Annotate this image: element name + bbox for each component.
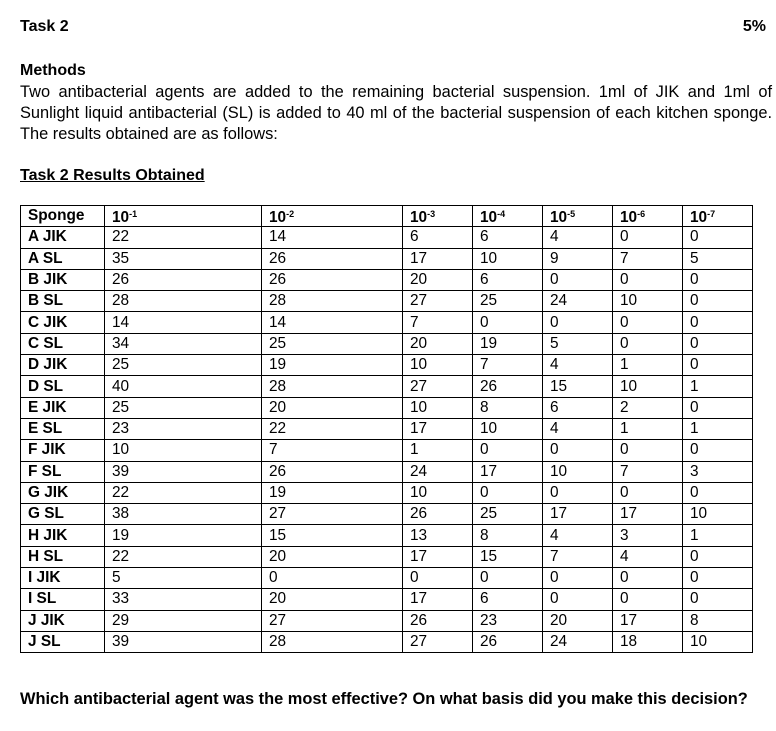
task-marks: 5% bbox=[742, 18, 766, 35]
task-header bbox=[20, 18, 766, 42]
table-cell: 17 bbox=[403, 546, 473, 567]
table-row bbox=[21, 355, 753, 376]
column-header-base: 10 bbox=[480, 209, 498, 227]
table-cell: 27 bbox=[403, 631, 473, 652]
table-cell: 17 bbox=[403, 418, 473, 439]
table-cell: 24 bbox=[543, 631, 613, 652]
table-cell: 0 bbox=[473, 440, 543, 461]
table-cell: 5 bbox=[105, 568, 262, 589]
table-cell: 0 bbox=[683, 482, 753, 503]
table-cell: 17 bbox=[543, 504, 613, 525]
row-label: E SL bbox=[21, 418, 105, 439]
table-row bbox=[21, 504, 753, 525]
table-cell: 14 bbox=[262, 312, 403, 333]
table-cell: 15 bbox=[543, 376, 613, 397]
table-cell: 28 bbox=[105, 291, 262, 312]
table-cell: 26 bbox=[403, 504, 473, 525]
column-header-exponent: -5 bbox=[567, 209, 576, 220]
column-header-dilution bbox=[543, 206, 613, 227]
table-cell: 0 bbox=[683, 440, 753, 461]
table-cell: 25 bbox=[105, 355, 262, 376]
question-text: Which antibacterial agent was the most effective? On what basis did you make this decision? bbox=[20, 690, 748, 708]
table-cell: 0 bbox=[683, 312, 753, 333]
table-row bbox=[21, 269, 753, 290]
table-cell: 23 bbox=[105, 418, 262, 439]
table-cell: 0 bbox=[613, 568, 683, 589]
table-cell: 4 bbox=[543, 355, 613, 376]
row-label: A SL bbox=[21, 248, 105, 269]
methods-heading: Methods bbox=[20, 62, 86, 79]
table-cell: 22 bbox=[105, 482, 262, 503]
table-row bbox=[21, 589, 753, 610]
table-cell: 27 bbox=[403, 291, 473, 312]
table-cell: 24 bbox=[543, 291, 613, 312]
table-cell: 0 bbox=[683, 333, 753, 354]
table-cell: 20 bbox=[403, 333, 473, 354]
table-cell: 6 bbox=[473, 589, 543, 610]
table-cell: 0 bbox=[262, 568, 403, 589]
column-header-dilution bbox=[403, 206, 473, 227]
table-row bbox=[21, 397, 753, 418]
table-row bbox=[21, 376, 753, 397]
table-cell: 0 bbox=[683, 291, 753, 312]
column-header-exponent: -6 bbox=[637, 209, 646, 220]
row-label: F SL bbox=[21, 461, 105, 482]
table-cell: 22 bbox=[262, 418, 403, 439]
table-row bbox=[21, 546, 753, 567]
table-cell: 20 bbox=[262, 397, 403, 418]
column-header-base: 10 bbox=[112, 209, 130, 227]
row-label: G JIK bbox=[21, 482, 105, 503]
column-header-base: 10 bbox=[690, 209, 708, 227]
table-cell: 26 bbox=[262, 248, 403, 269]
column-header-base: Sponge bbox=[28, 207, 85, 225]
row-label: I SL bbox=[21, 589, 105, 610]
table-cell: 1 bbox=[683, 525, 753, 546]
table-cell: 0 bbox=[683, 397, 753, 418]
table-cell: 5 bbox=[683, 248, 753, 269]
table-cell: 17 bbox=[613, 504, 683, 525]
table-cell: 0 bbox=[543, 440, 613, 461]
table-cell: 0 bbox=[613, 269, 683, 290]
table-cell: 2 bbox=[613, 397, 683, 418]
table-cell: 24 bbox=[403, 461, 473, 482]
table-cell: 27 bbox=[262, 504, 403, 525]
row-label: J SL bbox=[21, 631, 105, 652]
table-cell: 5 bbox=[543, 333, 613, 354]
row-label: C SL bbox=[21, 333, 105, 354]
table-cell: 7 bbox=[543, 546, 613, 567]
row-label: J JIK bbox=[21, 610, 105, 631]
table-row bbox=[21, 610, 753, 631]
row-label: B SL bbox=[21, 291, 105, 312]
table-cell: 0 bbox=[613, 482, 683, 503]
table-cell: 10 bbox=[543, 461, 613, 482]
results-heading: Task 2 Results Obtained bbox=[20, 167, 205, 184]
table-cell: 0 bbox=[473, 312, 543, 333]
row-label: B JIK bbox=[21, 269, 105, 290]
column-header-sponge bbox=[21, 206, 105, 227]
row-label: D SL bbox=[21, 376, 105, 397]
table-cell: 25 bbox=[262, 333, 403, 354]
table-cell: 29 bbox=[105, 610, 262, 631]
table-cell: 26 bbox=[105, 269, 262, 290]
table-cell: 1 bbox=[683, 376, 753, 397]
table-cell: 14 bbox=[262, 227, 403, 248]
table-row bbox=[21, 248, 753, 269]
table-cell: 27 bbox=[262, 610, 403, 631]
table-row bbox=[21, 631, 753, 652]
table-cell: 19 bbox=[262, 482, 403, 503]
table-cell: 0 bbox=[683, 355, 753, 376]
table-cell: 25 bbox=[473, 291, 543, 312]
table-row bbox=[21, 482, 753, 503]
table-cell: 20 bbox=[262, 546, 403, 567]
table-cell: 8 bbox=[683, 610, 753, 631]
task-title: Task 2 bbox=[20, 18, 69, 35]
table-cell: 10 bbox=[403, 397, 473, 418]
row-label: H SL bbox=[21, 546, 105, 567]
table-cell: 10 bbox=[105, 440, 262, 461]
results-table bbox=[20, 205, 753, 653]
table-cell: 0 bbox=[403, 568, 473, 589]
table-cell: 34 bbox=[105, 333, 262, 354]
table-cell: 26 bbox=[473, 631, 543, 652]
table-cell: 17 bbox=[473, 461, 543, 482]
table-cell: 0 bbox=[543, 482, 613, 503]
table-cell: 28 bbox=[262, 631, 403, 652]
table-row bbox=[21, 568, 753, 589]
table-header-row bbox=[21, 206, 753, 227]
table-cell: 7 bbox=[473, 355, 543, 376]
column-header-exponent: -4 bbox=[497, 209, 506, 220]
row-label: D JIK bbox=[21, 355, 105, 376]
table-cell: 15 bbox=[262, 525, 403, 546]
table-cell: 8 bbox=[473, 397, 543, 418]
table-cell: 27 bbox=[403, 376, 473, 397]
table-cell: 28 bbox=[262, 376, 403, 397]
table-cell: 28 bbox=[262, 291, 403, 312]
table-cell: 0 bbox=[683, 269, 753, 290]
table-cell: 26 bbox=[262, 269, 403, 290]
table-cell: 20 bbox=[403, 269, 473, 290]
column-header-base: 10 bbox=[550, 209, 568, 227]
table-cell: 0 bbox=[613, 333, 683, 354]
table-cell: 19 bbox=[262, 355, 403, 376]
table-cell: 10 bbox=[613, 376, 683, 397]
table-cell: 4 bbox=[543, 227, 613, 248]
table-row bbox=[21, 525, 753, 546]
table-cell: 6 bbox=[473, 227, 543, 248]
table-row bbox=[21, 312, 753, 333]
table-cell: 3 bbox=[613, 525, 683, 546]
table-cell: 6 bbox=[543, 397, 613, 418]
table-row bbox=[21, 461, 753, 482]
column-header-dilution bbox=[683, 206, 753, 227]
table-cell: 10 bbox=[473, 418, 543, 439]
row-label: G SL bbox=[21, 504, 105, 525]
column-header-exponent: -2 bbox=[286, 209, 295, 220]
table-cell: 0 bbox=[543, 312, 613, 333]
row-label: A JIK bbox=[21, 227, 105, 248]
table-cell: 14 bbox=[105, 312, 262, 333]
table-cell: 0 bbox=[613, 440, 683, 461]
table-cell: 10 bbox=[683, 631, 753, 652]
table-cell: 3 bbox=[683, 461, 753, 482]
table-cell: 0 bbox=[543, 568, 613, 589]
table-cell: 25 bbox=[473, 504, 543, 525]
table-cell: 19 bbox=[105, 525, 262, 546]
row-label: I JIK bbox=[21, 568, 105, 589]
row-label: E JIK bbox=[21, 397, 105, 418]
table-cell: 0 bbox=[683, 227, 753, 248]
table-cell: 1 bbox=[403, 440, 473, 461]
table-cell: 4 bbox=[613, 546, 683, 567]
table-cell: 22 bbox=[105, 546, 262, 567]
table-cell: 17 bbox=[403, 589, 473, 610]
table-row bbox=[21, 227, 753, 248]
column-header-dilution bbox=[613, 206, 683, 227]
table-cell: 0 bbox=[613, 227, 683, 248]
table-cell: 17 bbox=[403, 248, 473, 269]
column-header-base: 10 bbox=[269, 209, 287, 227]
column-header-exponent: -1 bbox=[129, 209, 138, 220]
column-header-dilution bbox=[473, 206, 543, 227]
table-cell: 40 bbox=[105, 376, 262, 397]
table-cell: 20 bbox=[543, 610, 613, 631]
table-row bbox=[21, 333, 753, 354]
table-cell: 0 bbox=[543, 269, 613, 290]
methods-paragraph: Two antibacterial agents are added to the remaining bacterial suspension. 1ml of JIK and 1ml of Sunlight liquid antibacterial (SL) is added to 40 ml of the bacterial suspension of each kitchen sponge. The results obtained are as follows: bbox=[20, 83, 772, 143]
table-row bbox=[21, 291, 753, 312]
table-cell: 0 bbox=[613, 312, 683, 333]
table-cell: 19 bbox=[473, 333, 543, 354]
table-cell: 0 bbox=[473, 568, 543, 589]
table-cell: 9 bbox=[543, 248, 613, 269]
table-cell: 10 bbox=[403, 482, 473, 503]
table-cell: 0 bbox=[613, 589, 683, 610]
table-cell: 7 bbox=[613, 248, 683, 269]
table-cell: 8 bbox=[473, 525, 543, 546]
table-cell: 1 bbox=[613, 418, 683, 439]
table-cell: 7 bbox=[613, 461, 683, 482]
column-header-dilution bbox=[262, 206, 403, 227]
table-cell: 20 bbox=[262, 589, 403, 610]
table-cell: 17 bbox=[613, 610, 683, 631]
table-cell: 35 bbox=[105, 248, 262, 269]
table-row bbox=[21, 440, 753, 461]
table-cell: 33 bbox=[105, 589, 262, 610]
row-label: C JIK bbox=[21, 312, 105, 333]
table-cell: 10 bbox=[403, 355, 473, 376]
table-cell: 0 bbox=[683, 589, 753, 610]
row-label: H JIK bbox=[21, 525, 105, 546]
row-label: F JIK bbox=[21, 440, 105, 461]
table-cell: 26 bbox=[403, 610, 473, 631]
table-cell: 10 bbox=[683, 504, 753, 525]
table-cell: 13 bbox=[403, 525, 473, 546]
table-cell: 0 bbox=[683, 568, 753, 589]
table-cell: 26 bbox=[262, 461, 403, 482]
column-header-base: 10 bbox=[620, 209, 638, 227]
table-cell: 23 bbox=[473, 610, 543, 631]
table-cell: 18 bbox=[613, 631, 683, 652]
table-cell: 0 bbox=[683, 546, 753, 567]
table-cell: 1 bbox=[613, 355, 683, 376]
column-header-base: 10 bbox=[410, 209, 428, 227]
table-cell: 22 bbox=[105, 227, 262, 248]
table-cell: 4 bbox=[543, 418, 613, 439]
column-header-exponent: -7 bbox=[707, 209, 716, 220]
table-cell: 38 bbox=[105, 504, 262, 525]
column-header-exponent: -3 bbox=[427, 209, 436, 220]
table-cell: 25 bbox=[105, 397, 262, 418]
table-cell: 39 bbox=[105, 461, 262, 482]
table-cell: 0 bbox=[473, 482, 543, 503]
table-cell: 39 bbox=[105, 631, 262, 652]
table-cell: 1 bbox=[683, 418, 753, 439]
table-cell: 4 bbox=[543, 525, 613, 546]
table-row bbox=[21, 418, 753, 439]
column-header-dilution bbox=[105, 206, 262, 227]
table-cell: 7 bbox=[262, 440, 403, 461]
table-cell: 15 bbox=[473, 546, 543, 567]
table-cell: 7 bbox=[403, 312, 473, 333]
table-cell: 26 bbox=[473, 376, 543, 397]
table-cell: 10 bbox=[613, 291, 683, 312]
table-cell: 10 bbox=[473, 248, 543, 269]
table-cell: 6 bbox=[473, 269, 543, 290]
table-cell: 0 bbox=[543, 589, 613, 610]
table-cell: 6 bbox=[403, 227, 473, 248]
